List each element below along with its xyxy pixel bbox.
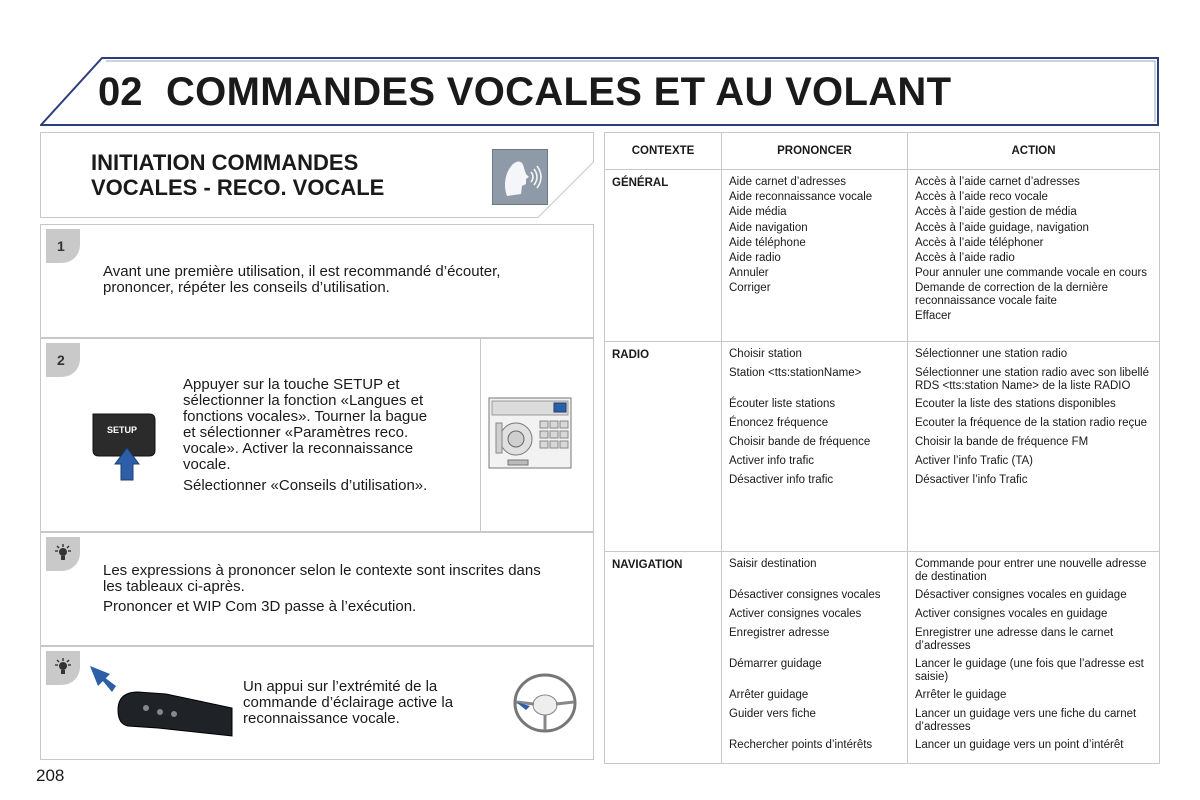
- setup-button-illustration: [89, 410, 157, 482]
- pronounce-text: Saisir destination: [729, 558, 817, 570]
- step-1-badge-number: 1: [57, 238, 65, 254]
- action-text: Lancer le guidage (une fois que l’adresse est saisie): [915, 658, 1144, 683]
- pronounce-text: [729, 310, 901, 323]
- pronounce-text: Choisir bande de fréquence: [729, 436, 871, 448]
- pronounce-text: Enregistrer adresse: [729, 627, 830, 639]
- action-text: Lancer un guidage vers un point d’intérêt: [915, 739, 1124, 751]
- col-header-pronounce: PRONONCER: [722, 133, 908, 170]
- step-2-line: Appuyer sur la touche SETUP et: [183, 376, 400, 393]
- pronounce-cell: [722, 170, 908, 342]
- page-number: 208: [36, 766, 65, 785]
- pronounce-text: Rechercher points d’intérêts: [729, 739, 873, 751]
- pronounce-text: Énoncez fréquence: [729, 417, 829, 429]
- pronounce-text: Désactiver info trafic: [729, 474, 834, 486]
- pronounce-text: Guider vers fiche: [729, 708, 816, 720]
- action-text: Enregistrer une adresse dans le carnet d’adresses: [915, 627, 1114, 652]
- pronounce-text: Aide carnet d’adresses: [729, 176, 846, 188]
- steering-wheel-icon: [512, 672, 578, 734]
- lightbulb-icon: [54, 658, 72, 676]
- setup-button-label: SETUP: [107, 425, 138, 435]
- action-text: Sélectionner une station radio avec son libellé RDS <tts:station Name> de la liste RADIO: [915, 367, 1149, 392]
- action-text: Lancer un guidage vers une fiche du carnet d’adresses: [915, 708, 1137, 733]
- step-2-line: vocale.: [183, 456, 231, 473]
- action-text: Ecouter la fréquence de la station radio reçue: [915, 417, 1148, 429]
- action-text: Arrêter le guidage: [915, 689, 1007, 701]
- action-cell: [908, 342, 1160, 552]
- section-title-line2: VOCALES - RECO. VOCALE: [91, 175, 385, 200]
- step-2-text: [183, 377, 473, 494]
- lighting-stalk-illustration: [88, 664, 234, 740]
- radio-unit-illustration: [488, 397, 572, 469]
- pronounce-text: Annuler: [729, 267, 769, 280]
- pronounce-text: Activer info trafic: [729, 455, 814, 467]
- pronounce-text: Désactiver consignes vocales: [729, 589, 881, 601]
- action-text: Activer l’info Trafic (TA): [915, 455, 1033, 467]
- pronounce-cell: [722, 552, 908, 764]
- action-text: Accès à l’aide radio: [915, 251, 1015, 264]
- tip-2-text: [243, 679, 503, 727]
- tip-2-line: reconnaissance vocale.: [243, 710, 400, 727]
- tip-2-line: commande d’éclairage active la: [243, 694, 454, 711]
- context-cell: RADIO: [605, 342, 722, 552]
- tip-1-extra: Prononcer et WIP Com 3D passe à l’exécution.: [103, 598, 417, 615]
- table-header-row: [605, 133, 1160, 170]
- step-2-line: et sélectionner «Paramètres reco.: [183, 424, 409, 441]
- action-text: Sélectionner une station radio: [915, 348, 1068, 360]
- pronounce-text: Arrêter guidage: [729, 689, 809, 701]
- action-text: Effacer: [915, 309, 952, 322]
- pronounce-text: Démarrer guidage: [729, 658, 822, 670]
- action-text: Commande pour entrer une nouvelle adresse de destination: [915, 558, 1147, 583]
- action-text: Choisir la bande de fréquence FM: [915, 436, 1089, 448]
- step-2-extra: Sélectionner «Conseils d’utilisation».: [183, 477, 428, 494]
- pronounce-text: Corriger: [729, 282, 771, 295]
- action-text: Accès à l’aide carnet d’adresses: [915, 176, 1080, 188]
- step-2-line: vocale». Activer la reconnaissance: [183, 440, 414, 457]
- action-cell: [908, 552, 1160, 764]
- table-row: [605, 170, 1160, 342]
- tip-1-line: Les expressions à prononcer selon le contexte sont inscrites dans: [103, 562, 541, 579]
- pronounce-text: Écouter liste stations: [729, 398, 836, 410]
- action-text: Activer consignes vocales en guidage: [915, 608, 1108, 620]
- pronounce-text: Aide reconnaissance vocale: [729, 191, 873, 204]
- action-text: Accès à l’aide gestion de média: [915, 206, 1077, 219]
- col-header-action: ACTION: [908, 133, 1160, 170]
- voice-commands-table: [604, 132, 1160, 764]
- action-text: Accès à l’aide téléphoner: [915, 236, 1044, 249]
- action-cell: [908, 170, 1160, 342]
- pronounce-text: Station <tts:stationName>: [729, 367, 862, 379]
- pronounce-text: Aide radio: [729, 251, 781, 264]
- action-text: Accès à l’aide reco vocale: [915, 191, 1048, 204]
- context-cell: NAVIGATION: [605, 552, 722, 764]
- table-row: [605, 342, 1160, 552]
- chapter-number: 02: [98, 70, 143, 114]
- step-2-line: fonctions vocales». Tourner la bague: [183, 408, 428, 425]
- tip-1-text: [103, 563, 583, 615]
- action-text: Ecouter la liste des stations disponibles: [915, 398, 1116, 410]
- action-text: Demande de correction de la dernière reconnaissance vocale faite: [915, 282, 1109, 307]
- table-row: [605, 552, 1160, 764]
- action-text: Désactiver consignes vocales en guidage: [915, 589, 1127, 601]
- step-2-badge-number: 2: [57, 352, 65, 368]
- col-header-context: CONTEXTE: [605, 133, 722, 170]
- tip-1-line: les tableaux ci-après.: [103, 578, 245, 595]
- action-text: Pour annuler une commande vocale en cours: [915, 267, 1148, 280]
- step-1-text: Avant une première utilisation, il est recommandé d’écouter, prononcer, répéter les conseils d’utilisation.: [103, 263, 501, 296]
- voice-recognition-icon: [492, 149, 548, 205]
- tip-2-line: Un appui sur l’extrémité de la: [243, 678, 438, 695]
- action-text: Désactiver l’info Trafic: [915, 474, 1028, 486]
- pronounce-text: Choisir station: [729, 348, 802, 360]
- context-cell: GÉNÉRAL: [605, 170, 722, 342]
- pronounce-text: Aide téléphone: [729, 236, 806, 249]
- lightbulb-icon: [54, 544, 72, 562]
- chapter-title: COMMANDES VOCALES ET AU VOLANT: [166, 70, 952, 114]
- section-title: [91, 150, 471, 200]
- pronounce-text: Aide média: [729, 206, 787, 219]
- pronounce-text: Aide navigation: [729, 221, 808, 234]
- pronounce-cell: [722, 342, 908, 552]
- pronounce-text: Activer consignes vocales: [729, 608, 862, 620]
- action-text: Accès à l’aide guidage, navigation: [915, 221, 1089, 234]
- section-title-line1: INITIATION COMMANDES: [91, 150, 359, 175]
- step-2-line: sélectionner la fonction «Langues et: [183, 392, 424, 409]
